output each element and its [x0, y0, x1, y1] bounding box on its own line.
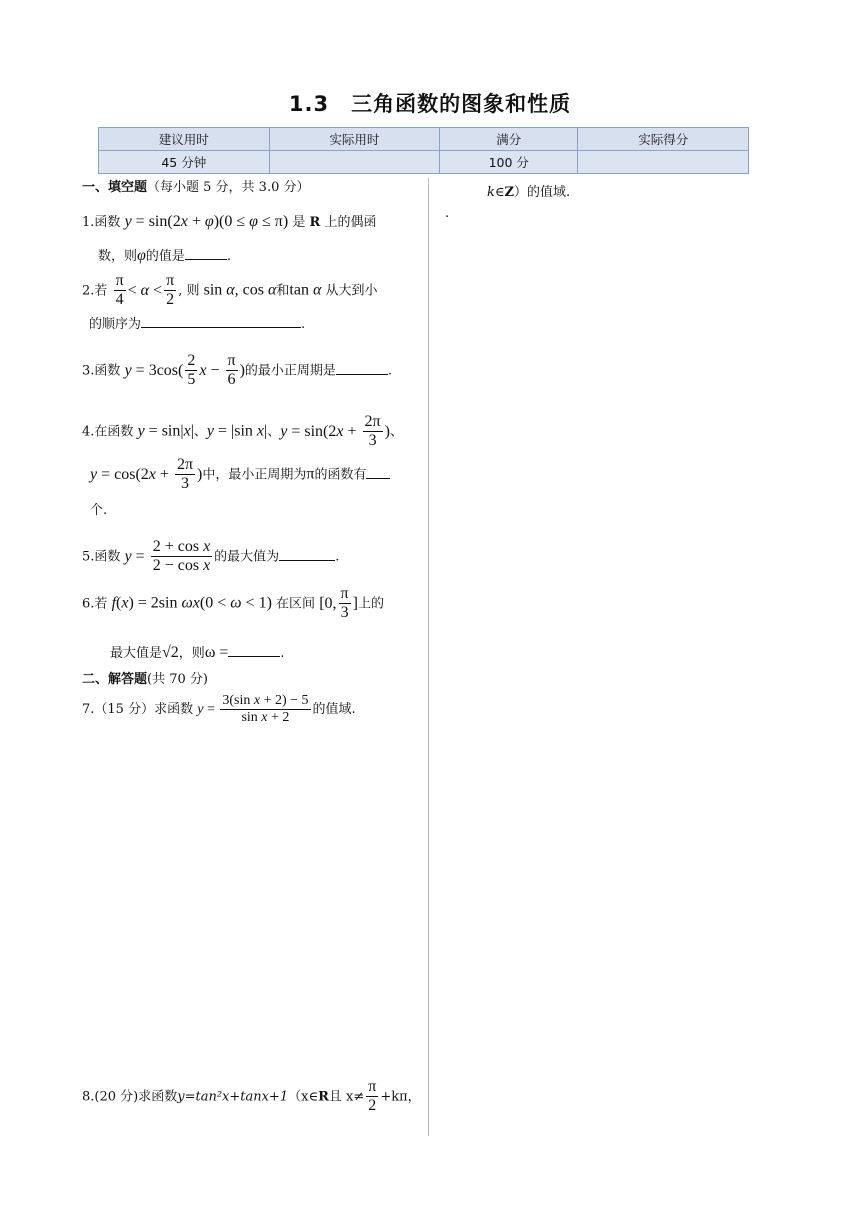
question-1-line-1: 1.函数 y = sin(2x + φ)(0 ≤ φ ≤ π) 是 R 上的偶函: [82, 213, 377, 230]
column-divider: [428, 178, 429, 1136]
info-header-actual-time: 实际用时: [269, 128, 440, 151]
section-2-heading: [82, 673, 208, 686]
answer-blank-3[interactable]: [336, 364, 388, 375]
info-value-actual-score[interactable]: [578, 151, 749, 174]
question-8: 8.(20 分)求函数y=tan²x+tanx+1（x∈R且 x≠ $\frac{\pi}{2}$ +kπ，: [82, 1078, 421, 1115]
info-value-suggested-time: 45 分钟: [99, 151, 270, 174]
info-header-full-score: 满分: [440, 128, 578, 151]
info-table-value-row: [99, 151, 749, 174]
question-4-line-3: 个.: [90, 503, 108, 518]
info-value-full-score: 100 分: [440, 151, 578, 174]
section-2-label: 二、解答题: [82, 672, 148, 687]
answer-blank-6[interactable]: [228, 646, 280, 657]
info-table: [98, 127, 749, 174]
question-8-continuation: k∈Z）的值域.: [487, 185, 571, 200]
answer-blank-5[interactable]: [279, 550, 335, 561]
section-2-note: (共 70 分): [147, 672, 208, 687]
answer-blank-1[interactable]: [185, 249, 227, 260]
question-5: 5.函数 y = $\frac{\text{2 + cos x}}{\text{2 − cos x}}$ 的最大值为 .: [82, 538, 340, 575]
section-1-note: （每小题 5 分，共 3.0 分）: [147, 180, 310, 195]
question-4-line-2: y = cos(2x + $\frac{2\pi}{3}$ )中，最小正周期为π的函数有: [90, 456, 390, 494]
right-column-dot: .: [445, 206, 450, 221]
question-2-line-2: 的顺序为 .: [89, 317, 306, 332]
info-header-suggested-time: 建议用时: [99, 128, 270, 151]
question-7: 7.（15 分）求函数 y = $\frac{\text{3(sin x + 2) − 5}}{\text{sin x + 2}}$ 的值域.: [82, 693, 356, 726]
info-header-actual-score: 实际得分: [578, 128, 749, 151]
question-6-line-2: 最大值是√2，则ω = .: [110, 644, 285, 661]
question-4-line-1: 4.在函数 y = sin|x|、y = |sin x|、y = sin(2x + $\frac{2\pi}{3}$ )、: [82, 413, 403, 450]
question-3: 3.函数 y = 3cos( $\frac{2}{5}$ x − $\frac{\pi}{6}$ )的最小正周期是 .: [82, 352, 393, 389]
answer-blank-2[interactable]: [141, 317, 301, 328]
question-1-line-2: 数，则φ的值是 .: [98, 247, 232, 264]
info-value-actual-time[interactable]: [269, 151, 440, 174]
section-1-heading: [82, 181, 310, 194]
info-table-header-row: [99, 128, 749, 151]
question-2-line-1: 2.若 $\frac{\pi}{4}$ < α < $\frac{\pi}{2}$ , 则 sin α, cos α和tan α 从大到小: [82, 272, 378, 309]
page-title: 1.3 三角函数的图象和性质: [288, 92, 572, 116]
section-1-label: 一、填空题: [82, 180, 148, 195]
question-6-line-1: 6.若 f(x) = 2sin ωx(0 < ω < 1) 在区间 [0, $\frac{\pi}{3}$ ]上的: [82, 585, 384, 622]
answer-blank-4[interactable]: [366, 468, 390, 479]
